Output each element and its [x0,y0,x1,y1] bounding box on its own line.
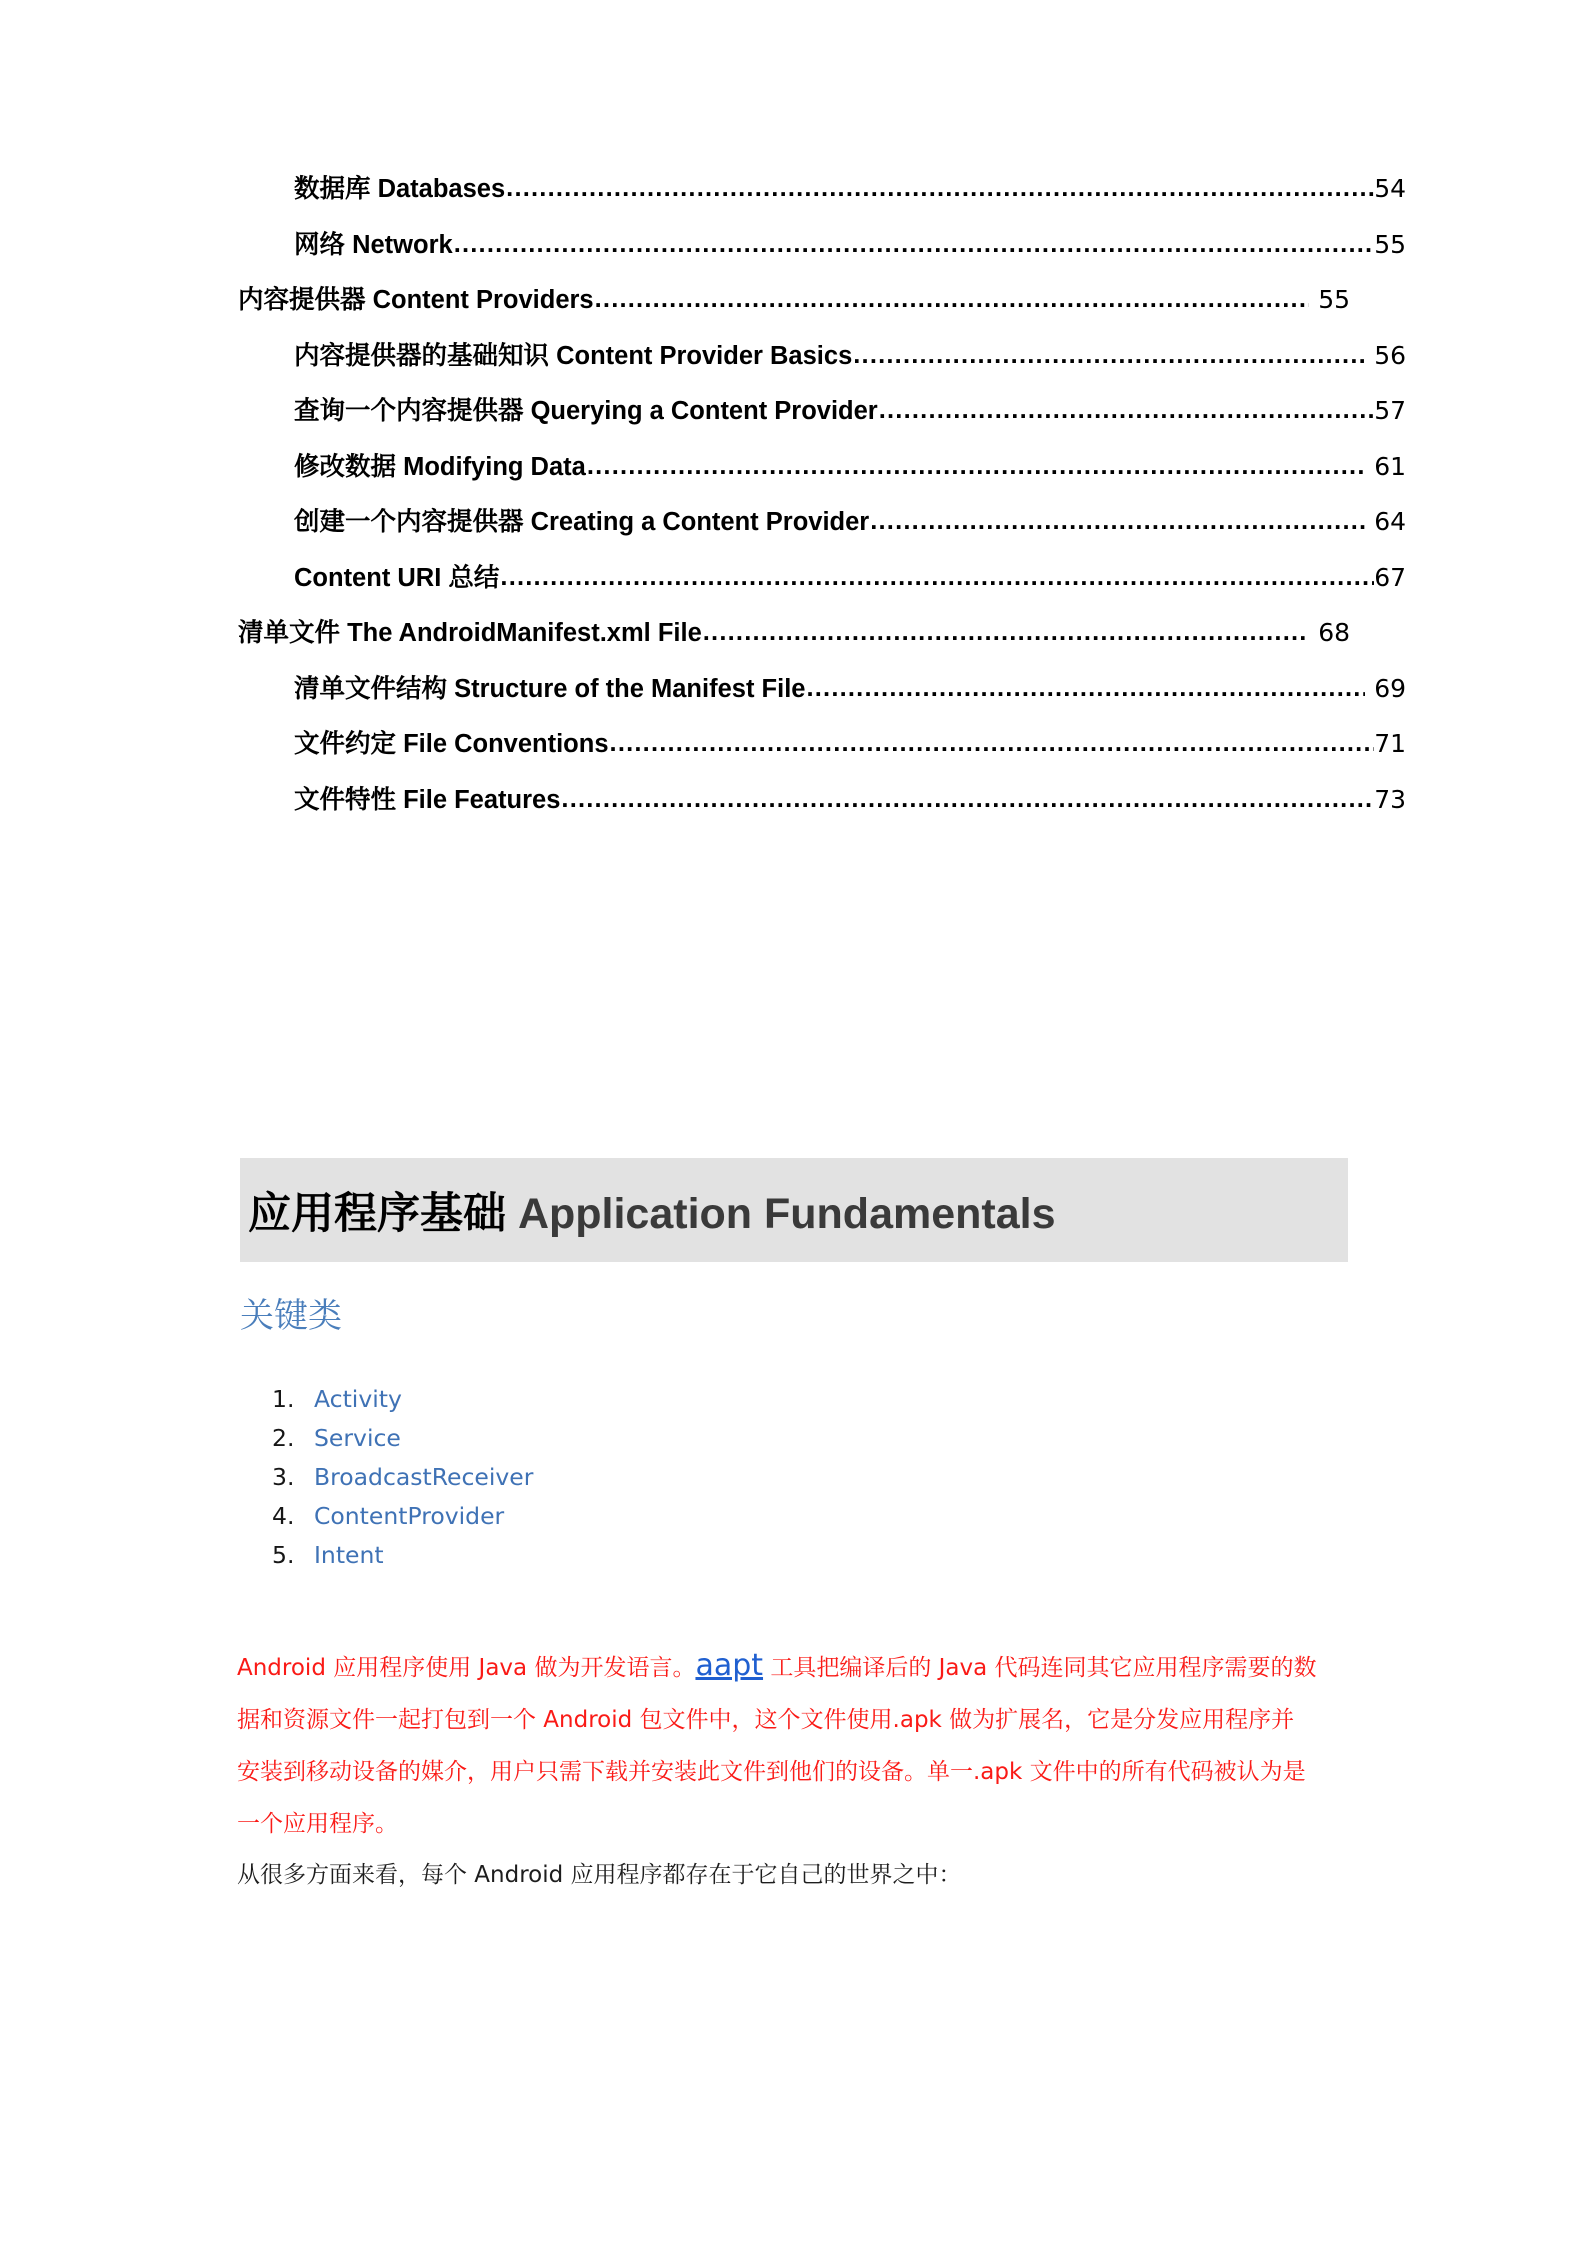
toc-entry-title: 内容提供器的基础知识 Content Provider Basics [294,341,853,370]
toc-entry[interactable] [238,562,1406,592]
section-heading-band [240,1158,1348,1262]
toc-entry-title: 创建一个内容提供器 Creating a Content Provider [294,508,870,536]
page-title [240,1180,1056,1241]
toc-entry-title: 修改数据 Modifying Data [294,452,586,481]
toc-leader-dots [806,676,1365,702]
section-heading-cjk: 应用程序基础 [248,1189,506,1238]
toc-entry-title: 数据库 Databases [294,175,506,203]
toc-entry-page: 67 [1374,562,1406,592]
toc-entry[interactable] [238,287,1350,314]
toc-entry[interactable] [238,229,1406,259]
list-item[interactable] [258,1502,533,1530]
toc-entry-page: 55 [1374,229,1406,259]
red-paragraph [237,1640,1355,1850]
toc-entry[interactable] [238,784,1406,814]
red-paragraph-line-4: 一个应用程序。 [237,1811,398,1837]
table-of-contents [238,174,1406,842]
list-item-link[interactable]: BroadcastReceiver [314,1463,534,1491]
aapt-link[interactable]: aapt [695,1648,764,1683]
black-paragraph: 从很多方面来看，每个 Android 应用程序都存在于它自己的世界之中： [237,1862,962,1888]
list-item-number: 3. [272,1463,295,1491]
toc-entry[interactable] [238,673,1406,703]
toc-entry-page: 55 [1318,285,1350,314]
section-heading-latin: Application Fundamentals [506,1189,1056,1238]
list-item-link[interactable]: Service [314,1424,401,1452]
toc-entry-page: 61 [1374,451,1406,481]
toc-leader-dots [561,787,1374,813]
toc-entry-page: 71 [1374,729,1406,758]
toc-entry-title: 查询一个内容提供器 Querying a Content Provider [294,397,878,425]
toc-leader-dots [853,343,1365,369]
toc-entry[interactable] [238,451,1406,481]
subsection-heading: 关键类 [240,1297,342,1335]
toc-entry[interactable] [238,731,1406,758]
toc-entry-title: Content URI 总结 [294,563,500,592]
toc-entry[interactable] [238,176,1406,203]
red-paragraph-line-1-post: 工具把编译后的 Java 代码连同其它应用程序需要的数 [763,1655,1317,1681]
toc-entry-title: 文件约定 File Conventions [294,730,609,758]
list-item[interactable] [258,1385,533,1413]
list-item[interactable] [258,1463,534,1491]
list-item-link[interactable]: Activity [314,1385,402,1413]
toc-entry-title: 文件特性 File Features [294,785,561,814]
red-paragraph-line-2: 据和资源文件一起打包到一个 Android 包文件中，这个文件使用.apk 做为扩展名，它是分发应用程序并 [237,1707,1295,1733]
toc-leader-dots [703,620,1309,646]
key-classes-list [258,1385,534,1583]
toc-leader-dots [454,232,1374,258]
toc-entry-title: 清单文件 The AndroidManifest.xml File [238,619,702,647]
list-item-link[interactable]: Intent [314,1541,384,1569]
toc-entry-page: 57 [1374,396,1406,425]
toc-entry[interactable] [238,340,1406,370]
toc-leader-dots [879,398,1374,424]
list-item-number: 2. [272,1424,295,1452]
red-paragraph-line-3: 安装到移动设备的媒介，用户只需下载并安装此文件到他们的设备。单一.apk 文件中的所有代码被认为是 [237,1759,1306,1785]
list-item[interactable] [258,1424,533,1452]
toc-entry[interactable] [238,398,1406,425]
list-item-number: 1. [272,1385,295,1413]
toc-entry-page: 73 [1374,784,1406,814]
toc-entry-page: 68 [1318,618,1350,647]
toc-entry-page: 54 [1374,174,1406,203]
toc-entry-title: 网络 Network [294,230,453,259]
list-item-number: 4. [272,1502,295,1530]
red-paragraph-line-1-pre: Android 应用程序使用 Java 做为开发语言。 [237,1655,696,1681]
toc-leader-dots [595,287,1310,313]
list-item-link[interactable]: ContentProvider [314,1502,505,1530]
list-item-number: 5. [272,1541,295,1569]
toc-entry[interactable] [238,509,1406,536]
list-item[interactable] [258,1541,533,1569]
toc-leader-dots [610,731,1375,757]
toc-entry-page: 69 [1374,673,1406,703]
toc-leader-dots [506,176,1374,202]
red-paragraph-line-1 [237,1640,1355,1694]
toc-leader-dots [500,565,1374,591]
toc-entry-title: 清单文件结构 Structure of the Manifest File [294,674,806,703]
toc-entry[interactable] [238,620,1350,647]
toc-entry-page: 64 [1374,507,1406,536]
toc-leader-dots [870,509,1365,535]
toc-entry-page: 56 [1374,340,1406,370]
toc-entry-title: 内容提供器 Content Providers [238,286,594,314]
toc-leader-dots [587,454,1365,480]
